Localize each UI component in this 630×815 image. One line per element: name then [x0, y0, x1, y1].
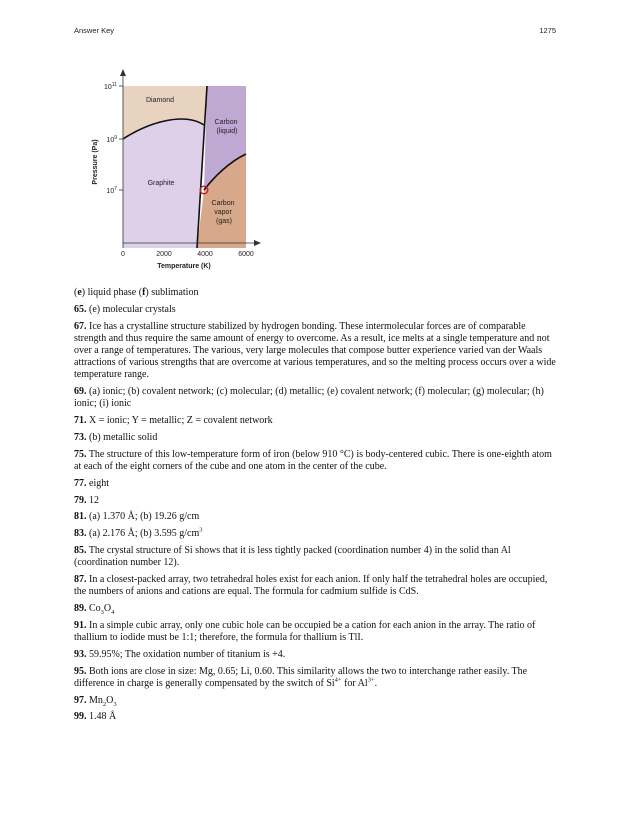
answer-item: [74, 711, 556, 723]
answer-item: [74, 666, 556, 690]
answer-text: (a) ionic; (b) covalent network; (c) molecular; (d) metallic; (e) covalent network; (f) molecular; (g) molecular; (h) ionic; (i) ionic: [74, 386, 544, 410]
answer-text: 3: [199, 526, 203, 534]
answer-number: 87.: [74, 573, 87, 585]
answer-text: 12: [89, 494, 99, 506]
answer-text: e: [77, 287, 82, 298]
diamond-label: Diamond: [145, 97, 175, 104]
answer-text: .: [374, 677, 378, 689]
answer-item: [74, 449, 556, 473]
answer-text: (e) molecular crystals: [89, 303, 176, 315]
answer-item: [74, 545, 556, 569]
x-axis-title: Temperature (K): [157, 263, 211, 270]
answer-text: f: [142, 287, 146, 298]
answer-text: The structure of this low-temperature form of iron (below 910 °C) is body-centered cubic. There is one-eighth atom at each of the eight corners of the cube and one atom in the center of the cube.: [74, 448, 552, 472]
answer-text: 1.48 Å: [89, 711, 117, 723]
answer-item: [74, 620, 556, 644]
answer-item: [74, 695, 556, 707]
y-tick-label: $10^9$: [106, 135, 117, 144]
answer-text: 59.95%; The oxidation number of titanium is +4.: [89, 648, 286, 660]
x-tick-label: 2000: [156, 251, 172, 258]
answer-number: 95.: [74, 665, 87, 677]
answer-text: Co: [89, 602, 101, 614]
answer-text: ) liquid phase (: [81, 287, 143, 298]
answer-text: for Al: [341, 677, 368, 689]
page-number: 1275: [539, 26, 556, 35]
answer-text: 4+: [334, 676, 342, 684]
answer-number: 73.: [74, 432, 87, 443]
x-axis-arrow: [254, 240, 261, 246]
answer-number: 93.: [74, 648, 87, 660]
y-tick-label: $10^7$: [106, 186, 117, 195]
phase-diagram-figure: [74, 62, 274, 277]
answer-text: 3: [100, 608, 104, 616]
answer-text: eight: [89, 477, 109, 489]
answer-item: [74, 386, 556, 410]
answer-number: 89.: [74, 602, 87, 614]
y-axis-title: Pressure (Pa): [92, 139, 99, 185]
x-tick-label: 4000: [197, 251, 213, 258]
answer-list: [74, 287, 556, 728]
graphite-label: Graphite: [147, 180, 175, 187]
answer-number: 81.: [74, 511, 87, 523]
answer-number: 75.: [74, 448, 87, 460]
answer-number: 85.: [74, 544, 87, 556]
answer-item: [74, 528, 556, 540]
answer-text: (a) 1.370 Å; (b) 19.26 g/cm: [89, 511, 200, 523]
answer-item: [74, 304, 556, 316]
answer-number: 99.: [74, 711, 87, 723]
answer-text: O: [103, 602, 112, 614]
answer-item: [74, 574, 556, 598]
answer-number: 91.: [74, 619, 87, 631]
answer-item: [74, 321, 556, 382]
answer-text: 4: [111, 608, 115, 616]
x-tick-label: 0: [121, 251, 125, 258]
answer-text: (b) metallic solid: [89, 432, 158, 443]
answer-text: In a closest-packed array, two tetrahedral holes exist for each anion. If only half the tetrahedral holes are occupied, the numbers of anions and cations are equal. The formula for cadmium sulfide is CdS.: [74, 573, 548, 598]
answer-text: X = ionic; Y = metallic; Z = covalent network: [89, 415, 273, 427]
answer-text: (a) 2.176 Å; (b) 3.595 g/cm: [89, 528, 200, 540]
vapor-label: Carbon vapor (gas): [211, 200, 235, 225]
answer-text: (: [74, 287, 78, 298]
answer-number: 69.: [74, 386, 87, 398]
answer-number: 67.: [74, 320, 87, 332]
liquid-label: Carbon (liquid): [214, 119, 238, 135]
answer-text: 3: [113, 700, 117, 708]
answer-number: 79.: [74, 494, 87, 506]
answer-item: [74, 649, 556, 661]
answer-number: 65.: [74, 303, 87, 315]
answer-number: 97.: [74, 694, 87, 706]
x-tick-label: 6000: [238, 251, 254, 258]
answer-item: [74, 287, 556, 299]
answer-text: O: [106, 694, 114, 706]
answer-text: 3+: [367, 676, 375, 684]
y-axis-arrow: [120, 69, 126, 76]
answer-text: Ice has a crystalline structure stabilized by hydrogen bonding. These intermolecular forces are of comparable strength and thus require the same amount of energy to overcome. As a result, ice melts at a single temperature and not over a range of temperatures. The various, very large molecules that compose butter experience varied van der Waals attractions of various strengths that are overcome at various temperatures, and so the melting process occurs over a wide temperature range.: [74, 320, 556, 381]
answer-item: [74, 478, 556, 490]
header-left: Answer Key: [74, 26, 115, 35]
answer-number: 83.: [74, 528, 87, 540]
answer-item: [74, 495, 556, 507]
answer-number: 71.: [74, 415, 87, 427]
answer-item: [74, 603, 556, 615]
y-tick-label: $10^{11}$: [104, 82, 117, 91]
answer-text: Mn: [89, 694, 103, 706]
answer-text: ) sublimation: [145, 287, 199, 298]
answer-item: [74, 415, 556, 427]
answer-item: [74, 432, 556, 444]
answer-text: In a simple cubic array, only one cubic hole can be occupied be a cation for each anion in the array. The ratio of thallium to iodide must be 1:1; therefore, the formula for thallium is TlI.: [74, 619, 536, 643]
answer-number: 77.: [74, 477, 87, 489]
answer-text: The crystal structure of Si shows that it is less tightly packed (coordination number 4) in the solid than Al (coordination number 12).: [74, 544, 511, 569]
answer-text: Both ions are close in size: Mg, 0.65; Li, 0.60. This similarity allows the two to interchange rather easily. The difference in charge is generally compensated by the switch of Si: [74, 665, 528, 689]
phase-diagram: [74, 62, 274, 277]
answer-item: [74, 511, 556, 523]
answer-text: 2: [102, 700, 107, 708]
